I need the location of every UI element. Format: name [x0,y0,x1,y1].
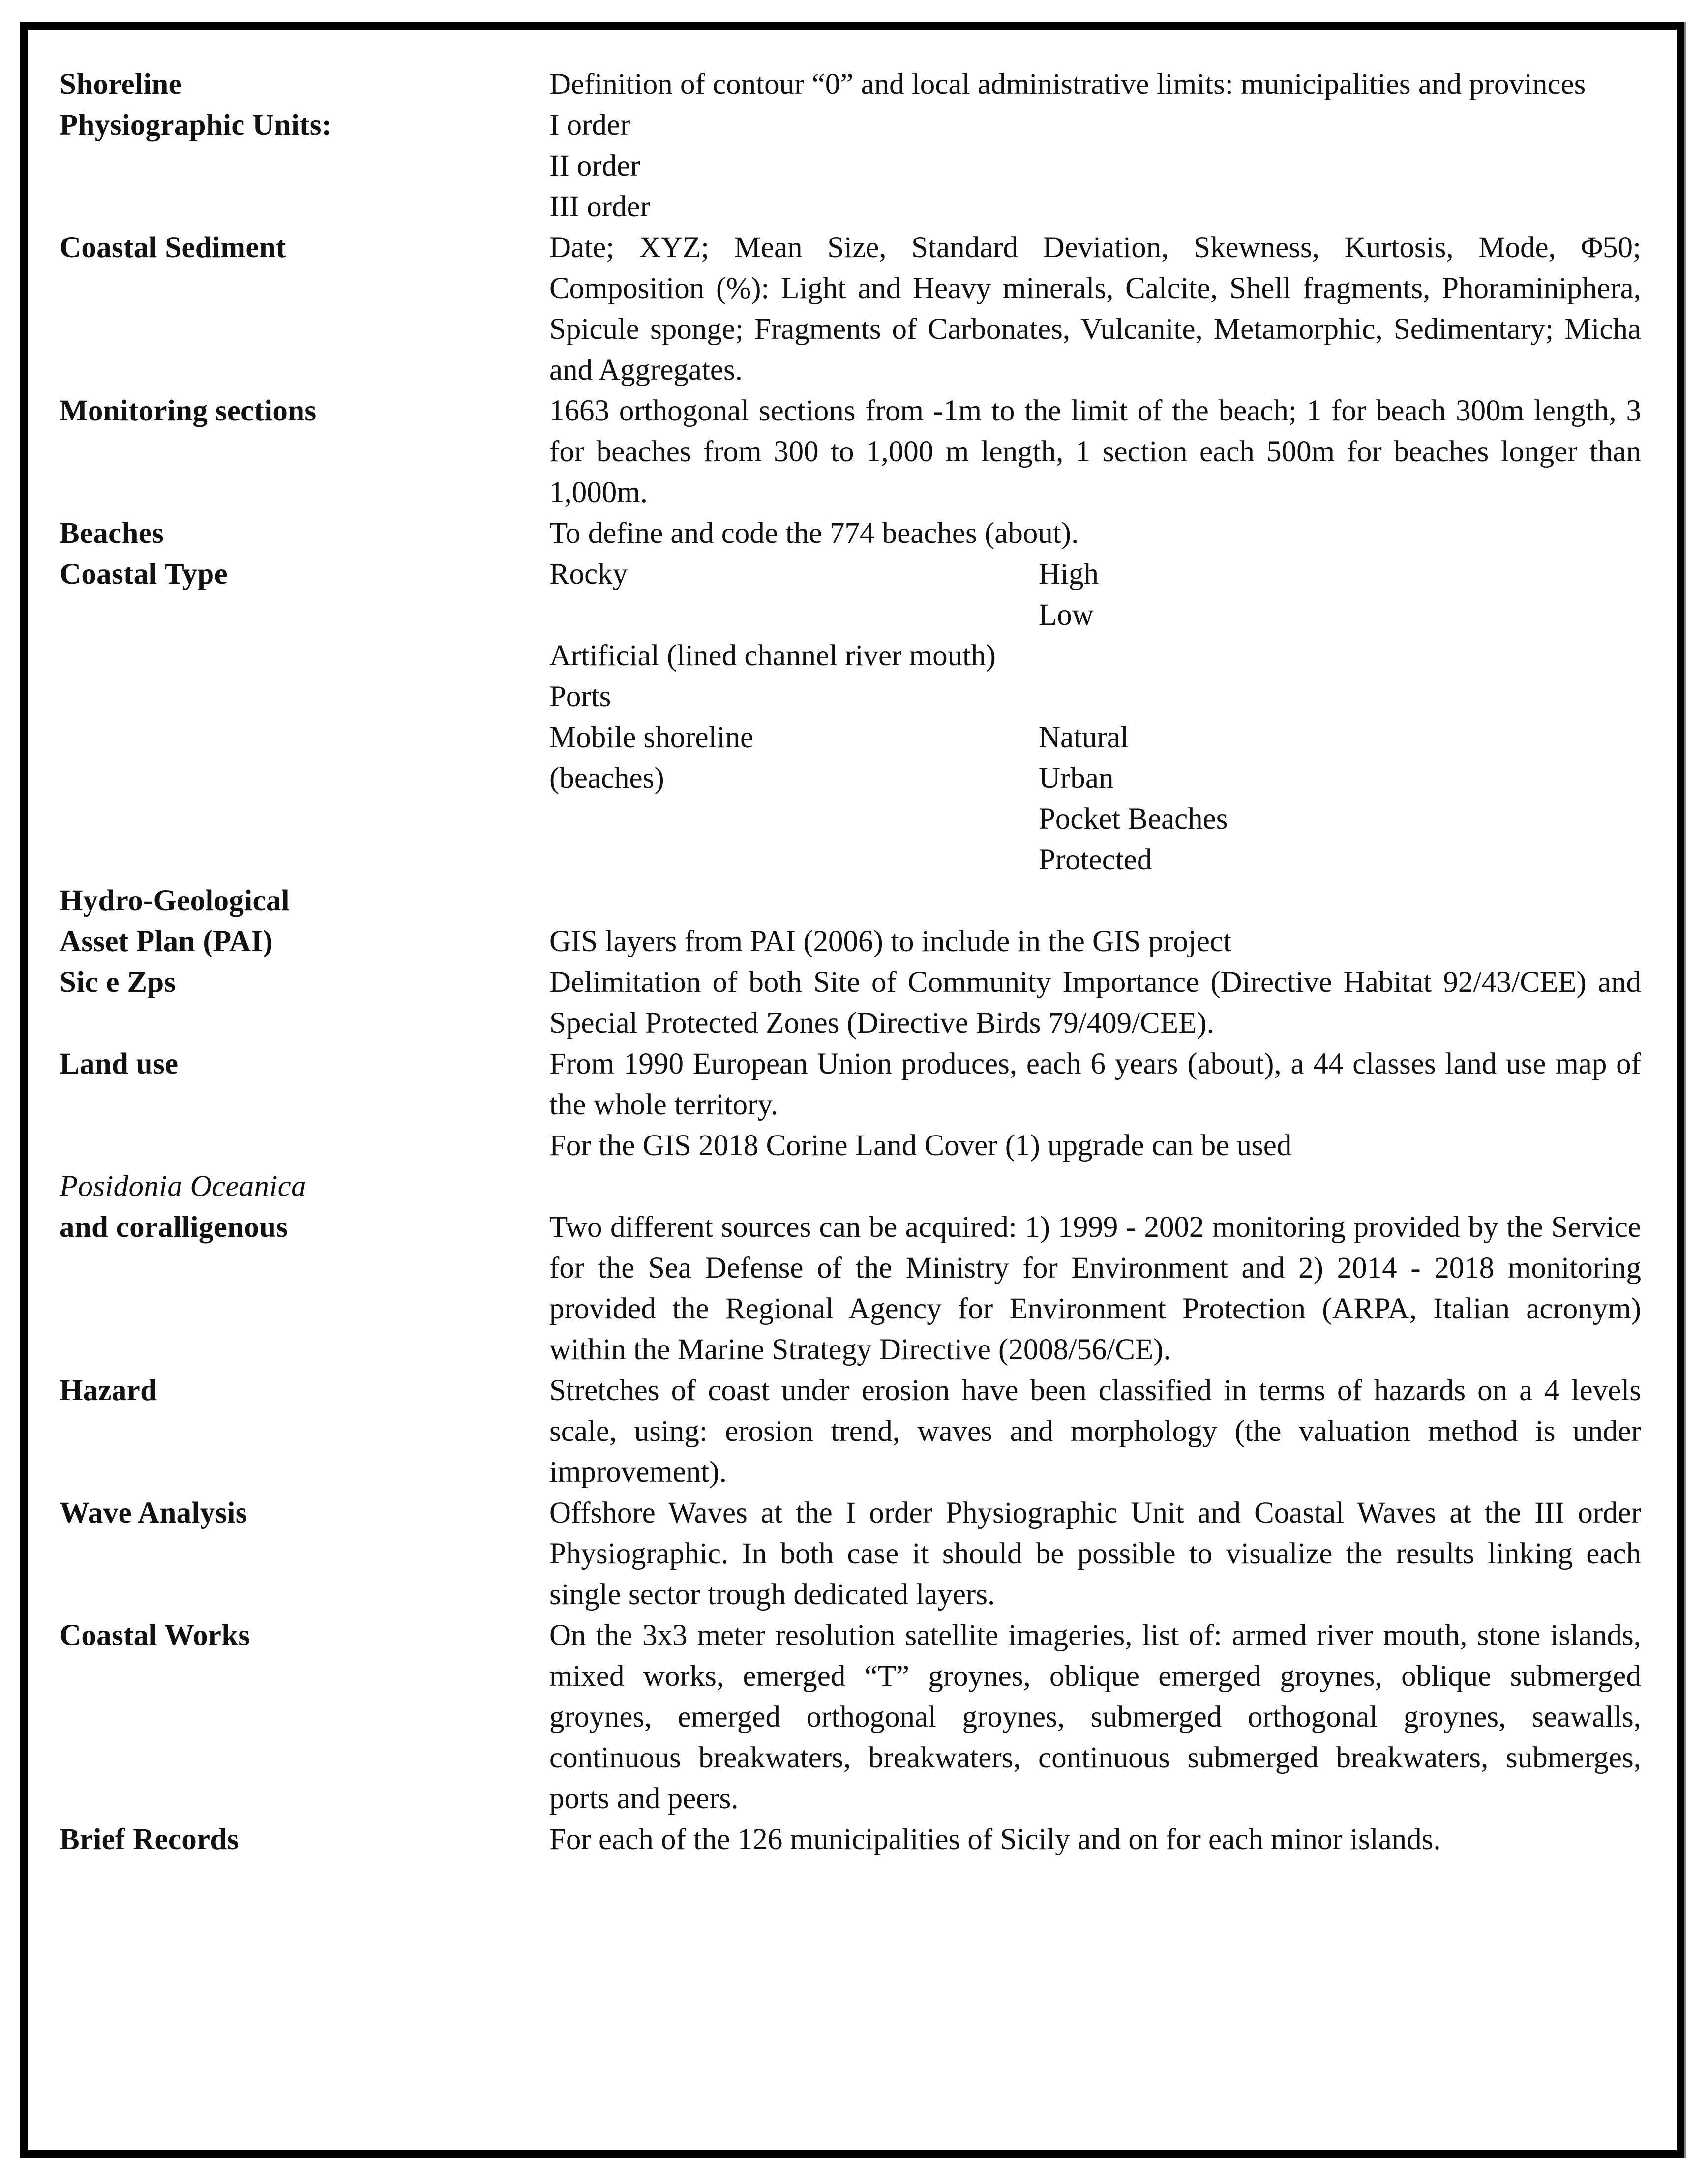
table-row-wave-analysis [60,1493,1673,1615]
coastal-type-subcategory: Natural [1039,721,1129,754]
row-value: Date; XYZ; Mean Size, Standard Deviation, Skewness, Kurtosis, Mode, Φ50; Composition (%): Light and Heavy minerals, Calcite, Shell fragments, Phoraminiphera, Spicule sponge; Fragments of Carbonates, Vulcanite, Metamorphic, Sedimentary; Micha and Aggregates. [549,231,1641,387]
coastal-type-subrow [549,676,1641,717]
row-label: Hazard [60,1374,157,1407]
table-row-brief-records [60,1819,1673,1860]
row-label: Coastal Sediment [60,231,286,264]
table-row-hazard [60,1370,1673,1493]
order-item: I order [549,109,630,142]
row-label: Wave Analysis [60,1496,247,1529]
row-value: Stretches of coast under erosion have been classified in terms of hazards on a 4 levels scale, using: erosion trend, waves and morphology (the valuation method is under improvement). [549,1374,1641,1489]
table-row-land-use [60,1044,1673,1166]
table-row-coastal-type [60,554,1673,880]
table-row-beaches [60,513,1673,554]
row-label: Coastal Type [60,558,228,591]
table-row-posidonia [60,1166,1673,1370]
spacer [549,880,1641,921]
row-value-text: Two different sources can be acquired: 1) 1999 - 2002 monitoring provided by the Service for the Sea Defense of the Ministry for Environment and 2) 2014 - 2018 monitoring provided the Regional Agency for Environment Protection (ARPA, Italian acronym) within the Marine Strategy Directive (2008/56/CE). [549,1211,1641,1366]
row-value: On the 3x3 meter resolution satellite imageries, list of: armed river mouth, stone islands, mixed works, emerged “T” groynes, oblique emerged groynes, oblique submerged groynes, emerged orthogonal groynes, submerged orthogonal groynes, seawalls, continuous breakwaters, breakwaters, continuous submerged breakwaters, submerges, ports and peers. [549,1619,1641,1815]
order-item: II order [549,150,640,182]
order-item: III order [549,190,650,223]
row-label: Brief Records [60,1823,239,1856]
row-value [549,1166,1641,1370]
row-value: Delimitation of both Site of Community Importance (Directive Habitat 92/43/CEE) and Special Protected Zones (Directive Birds 79/409/CEE). [549,966,1641,1040]
row-label-line: and coralligenous [60,1211,288,1244]
row-label [60,1166,549,1248]
table-row-shoreline [60,64,1673,105]
row-label: Land use [60,1047,179,1080]
table-row-coastal-works [60,1615,1673,1819]
table-row-monitoring-sections [60,390,1673,513]
coastal-type-subcategory [1039,676,1641,717]
row-value: To define and code the 774 beaches (about). [549,517,1079,550]
table-row-physiographic-units [60,105,1673,227]
coastal-type-category: Artificial (lined channel river mouth) [549,639,996,672]
row-label: Sic e Zps [60,966,176,999]
row-value [549,554,1641,880]
coastal-type-subrow [549,799,1641,839]
spacer [549,1166,1641,1207]
row-value-text: For the GIS 2018 Corine Land Cover (1) upgrade can be used [549,1129,1292,1162]
row-label [60,880,549,962]
coastal-type-category: (beaches) [549,762,664,795]
row-label: Monitoring sections [60,394,317,427]
coastal-type-subcategory: Pocket Beaches [1039,803,1228,836]
row-label-line: Hydro-Geological [60,884,290,917]
coastal-type-category: Ports [549,680,611,713]
coastal-type-subcategory: High [1039,558,1099,591]
data-table [60,64,1673,1860]
coastal-type-subcategory: Urban [1039,762,1114,795]
row-value [549,105,1641,227]
row-value: Definition of contour “0” and local administrative limits: municipalities and provinces [549,68,1586,101]
row-label: Shoreline [60,68,182,101]
coastal-type-subrow [549,635,1641,676]
coastal-type-category [549,799,1039,839]
table-row-sic-zps [60,962,1673,1044]
coastal-type-subrow [549,758,1641,799]
coastal-type-subrow [549,595,1641,635]
table-row-hydro-geological [60,880,1673,962]
coastal-type-category [549,839,1039,880]
coastal-type-subrow [549,717,1641,758]
row-value: Offshore Waves at the I order Physiographic Unit and Coastal Waves at the III order Physiographic. In both case it should be possible to visualize the results linking each single sector trough dedicated layers. [549,1496,1641,1611]
table-row-coastal-sediment [60,227,1673,390]
table-frame [20,22,1684,2158]
row-value-text: From 1990 European Union produces, each 6 years (about), a 44 classes land use map of the whole territory. [549,1047,1641,1121]
row-label-line: Posidonia Oceanica [60,1170,306,1203]
coastal-type-category: Mobile shoreline [549,721,754,754]
coastal-type-category [549,595,1039,635]
coastal-type-subcategory: Low [1039,598,1094,631]
coastal-type-subcategory: Protected [1039,843,1152,876]
row-value: For each of the 126 municipalities of Sicily and on for each minor islands. [549,1823,1441,1856]
row-label-line: Asset Plan (PAI) [60,925,273,958]
coastal-type-subrow [549,839,1641,880]
row-label: Beaches [60,517,164,550]
row-value [549,1044,1641,1166]
row-value [549,880,1641,962]
coastal-type-category: Rocky [549,558,628,591]
row-label: Physiographic Units: [60,109,332,142]
coastal-type-subrow [549,554,1641,595]
row-label: Coastal Works [60,1619,250,1652]
row-value-text: GIS layers from PAI (2006) to include in the GIS project [549,925,1231,958]
row-value: 1663 orthogonal sections from -1m to the limit of the beach; 1 for beach 300m length, 3 for beaches from 300 to 1,000 m length, 1 section each 500m for beaches longer than 1,000m. [549,394,1641,509]
